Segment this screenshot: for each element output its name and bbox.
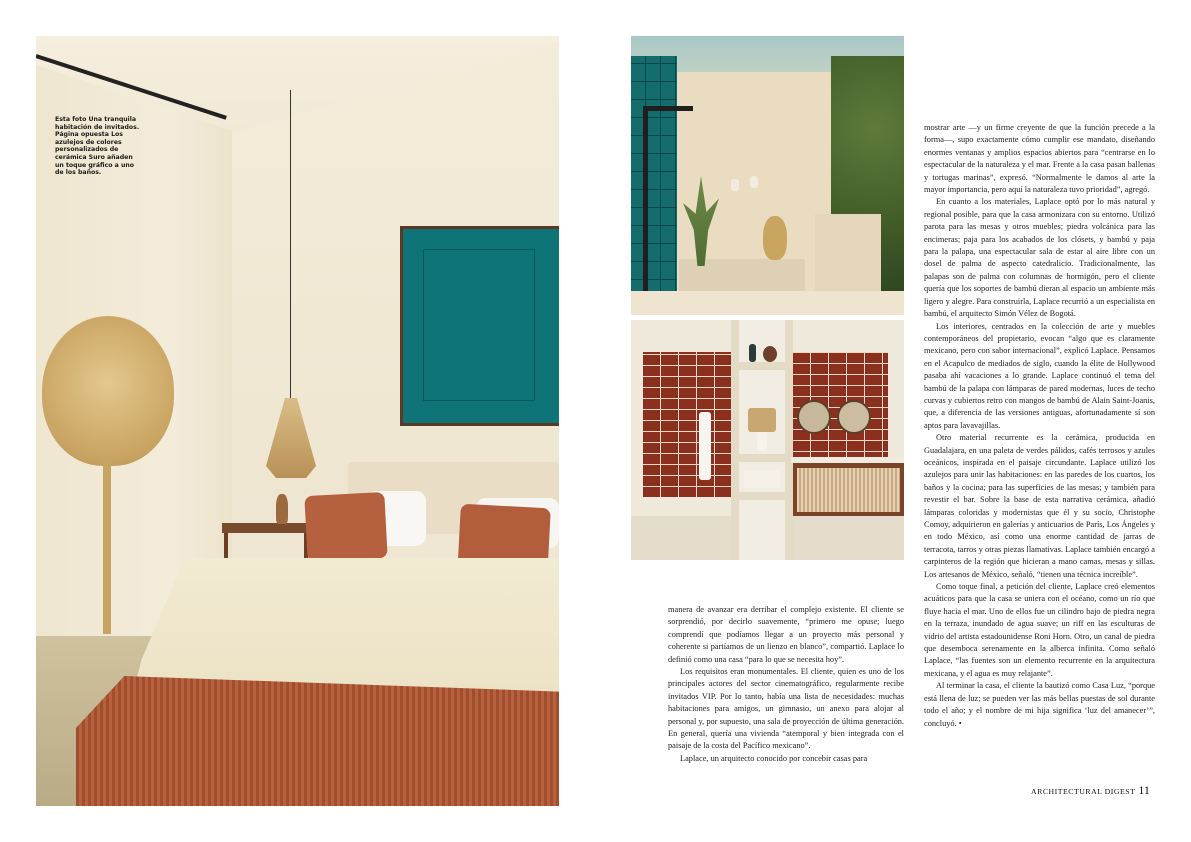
photo-artwork-detail <box>423 249 535 401</box>
photo-vanity-doors <box>797 468 900 512</box>
paragraph: Los requisitos eran monumentales. El cliente, quien es uno de los principales actores del sector cinematográfico, regularmente recibe invitados VIP. Por lo tanto, había una lista de necesidades: muchas habitaciones para amigos, un gimnasio, un anexo para alojar al personal y, por supuesto, una sala de proyección de última generación. En general, quería una vivienda “atemporal y bien integrada con el paisaje de la costa del Pacífico mexicano”. <box>668 667 904 751</box>
photo-pillow-rust <box>304 492 387 562</box>
photo-shower-head <box>643 106 693 111</box>
photo-shelf <box>739 500 785 560</box>
photo-palm-fan-handle <box>103 456 111 634</box>
photo-fringed-blanket <box>76 676 559 806</box>
publication-name: ARCHITECTURAL DIGEST <box>1031 787 1136 796</box>
photo-palm-fan <box>42 316 174 466</box>
photo-vase <box>276 494 288 524</box>
photo-pineapple-sculpture <box>763 216 787 260</box>
photo-pendant-cord <box>290 90 291 402</box>
paragraph: Los interiores, centrados en la colección de arte y muebles contemporáneos del propietario, evocan “algo que es claramente mexicano, pero con sabor internacional”, explicó Laplace. Pensamos en el Acapulco de mediados de siglo, cuando la élite de Hollywood pasaba ahí vacaciones a lo grande. Laplace continuó el tema del bambú de la palapa con lámparas de pared modernas, luces de techo curvas y cubiertos retro con mangos de bambú de Alain Saint-Joanis, que, a diferencia de las versiones antiguas, afortunadamente sí son aptos para lavavajillas. <box>924 321 1155 430</box>
photo-teal-tile-wall <box>631 56 677 315</box>
paragraph: Otro material recurrente es la cerámica, producida en Guadalajara, en una paleta de verdes pálidos, cafés terrosos y azules oceánicos, inspirada en el paisaje circundante. Laplace utilizó los azulejos para unir las habitaciones: en las paredes de los cuartos, los baños y la cocina; para las superficies de las mesas; y también para revestir el bar. Sobre la base de esta narrativa cerámica, añadió lámparas coloridas y modernistas que él y su socio, Christophe Comoy, adquirieron en galerías y anticuarios de París, Los Ángeles y en todo México, así como una enorme cantidad de jarras de terracota, tarros y otras piezas llamativas. Laplace también encargó a carpinteros de la región que hicieran a mano camas, mesas y sillas. Los artesanos de México, señaló, “tienen una técnica increíble”. <box>924 433 1155 579</box>
page-footer <box>1031 783 1159 798</box>
paragraph: mostrar arte —y un firme creyente de que la función precede a la forma—, supo exactamente cómo cumplir ese mandato, diseñando enormes ventanas y amplios espacios abiertos para “centrarse en lo espectacular de la naturaleza y el mar. Frente a la casa pasan ballenas y tortugas marinas”, expresó. “Normalmente le damos al arte la mayor importancia, pero aquí la naturaleza tuvo prioridad”, agregó. <box>924 123 1155 195</box>
paragraph: Laplace, un arquitecto conocido por concebir casas para <box>680 753 868 763</box>
photo-teal-artwork <box>400 226 559 426</box>
outdoor-shower-photo <box>631 36 904 315</box>
photo-round-mirror <box>837 400 871 434</box>
paragraph: manera de avanzar era derribar el complejo existente. El cliente se sorprendió, por decirlo suavemente, “primero me opuse; luego comprendí que podíamos llegar a un proyecto más personal y coherente si partíamos de un lienzo en blanco”, compartió. Laplace lo definió como una casa “para lo que se necesita hoy”. <box>668 605 904 664</box>
photo-vanity-top <box>791 457 904 463</box>
photo-shelf <box>739 320 785 362</box>
photo-nightstand <box>222 523 310 533</box>
photo-vessel <box>763 346 777 362</box>
photo-shower-pipe <box>643 106 648 315</box>
page-number: 11 <box>1138 783 1150 797</box>
photo-caption: Esta foto Una tranquila habitación de invitados. Página opuesta Los azulejos de colores personalizados de cerámica Suro añaden un toque gráfico a uno de los baños. <box>55 116 140 177</box>
photo-vessel <box>749 344 756 362</box>
photo-lamp-base <box>757 432 767 450</box>
photo-round-mirror <box>797 400 831 434</box>
photo-sconce <box>731 179 739 191</box>
photo-towel <box>699 412 711 480</box>
photo-terracotta-tiles <box>643 352 731 497</box>
photo-floor <box>631 291 904 315</box>
bathroom-photo <box>631 320 904 560</box>
paragraph: Como toque final, a petición del cliente, Laplace creó elementos acuáticos para que la casa se uniera con el océano, como un río que fluye hacia el mar. Uno de ellos fue un cilindro bajo de piedra negra en la terraza, inundado de agua suave; un riff en las esculturas de vidrio del artista estadounidense Roni Horn. Otro, un canal de piedra que desemboca serenamente en la alberca infinita. Como señaló Laplace, “las fuentes son un elemento recurrente en la arquitectura mexicana, y el agua es muy relajante”. <box>924 582 1155 678</box>
article-column-middle <box>668 604 904 764</box>
photo-folded-towel <box>744 470 780 488</box>
photo-lamp-shade <box>748 408 776 432</box>
paragraph: Al terminar la casa, el cliente la bautizó como Casa Luz, “porque está llena de luz; se pueden ver las más bellas puestas de sol durante todo el año; y el nombre de mi hija significa ‘luz del amanecer’”, concluyó. • <box>924 681 1155 728</box>
photo-sconce <box>750 176 758 188</box>
article-column-right <box>924 122 1155 814</box>
paragraph: En cuanto a los materiales, Laplace optó por lo más natural y regional posible, para que la casa armonizara con su entorno. Utilizó parota para las mesas y otros muebles; piedra volcánica para las encimeras; paja para los acabados de los clósets, y bambú y paja para la palapa, una espectacular sala de estar al aire libre con un dosel de palma de aspecto catedralicio. Tradicionalmente, las palapas son de palma con columnas de hormigón, pero el cliente quería que los soportes de bambú dieran al espacio un ambiente más ligero y alegre. Para construirla, Laplace recurrió a un especialista en bambú, el arquitecto Simón Vélez de Bogotá. <box>924 197 1155 319</box>
